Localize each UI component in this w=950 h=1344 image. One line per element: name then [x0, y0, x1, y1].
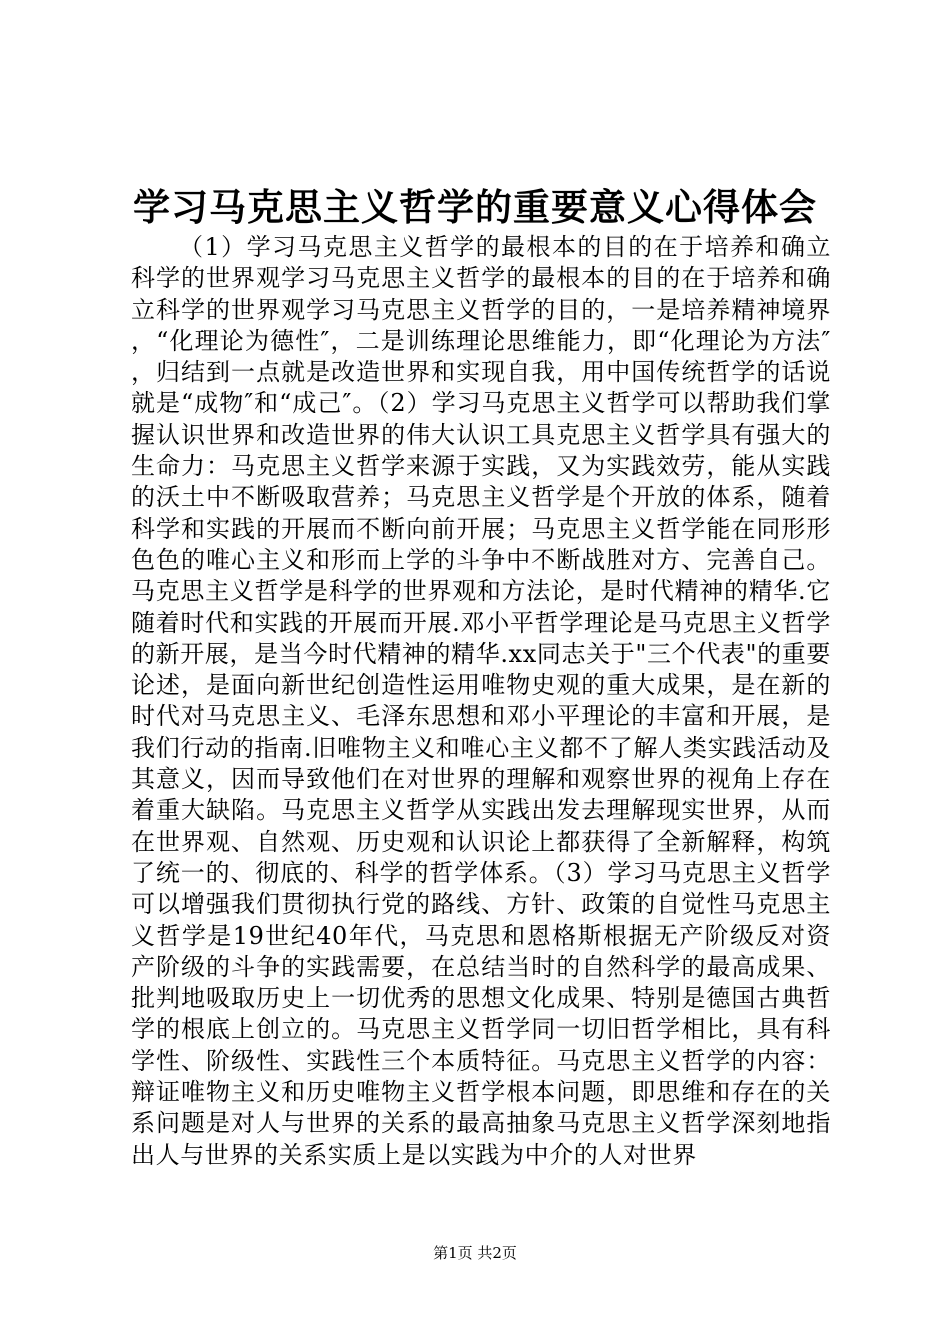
body-paragraph: （1）学习马克思主义哲学的最根本的目的在于培养和确立科学的世界观学习马克思主义哲学的最根本的目的在于培养和确立科学的世界观学习马克思主义哲学的目的，一是培养精神境界，“化理论为德性″，二是训练理论思维能力，即“化理论为方法″，归结到一点就是改造世界和实现自我，用中国传统哲学的话说就是“成物″和“成己″。（2）学习马克思主义哲学可以帮助我们掌握认识世界和改造世界的伟大认识工具克思主义哲学具有强大的生命力：马克思主义哲学来源于实践，又为实践效劳，能从实践的沃土中不断吸取营养；马克思主义哲学是个开放的体系，随着科学和实践的开展而不断向前开展；马克思主义哲学能在同形形色色的唯心主义和形而上学的斗争中不断战胜对方、完善自己。马克思主义哲学是科学的世界观和方法论，是时代精神的精华.它随着时代和实践的开展而开展.邓小平哲学理论是马克思主义哲学的新开展，是当今时代精神的精华.xx同志关于"三个代表"的重要论述，是面向新世纪创造性运用唯物史观的重大成果，是在新的时代对马克思主义、毛泽东思想和邓小平理论的丰富和开展，是我们行动的指南.旧唯物主义和唯心主义都不了解人类实践活动及其意义，因而导致他们在对世界的理解和观察世界的视角上存在着重大缺陷。马克思主义哲学从实践出发去理解现实世界，从而在世界观、自然观、历史观和认识论上都获得了全新解释，构筑了统一的、彻底的、科学的哲学体系。（3）学习马克思主义哲学可以增强我们贯彻执行党的路线、方针、政策的自觉性马克思主义哲学是19世纪40年代，马克思和恩格斯根据无产阶级反对资产阶级的斗争的实践需要，在总结当时的自然科学的最高成果、批判地吸取历史上一切优秀的思想文化成果、特别是德国古典哲学的根底上创立的。马克思主义哲学同一切旧哲学相比，具有科学性、阶级性、实践性三个本质特征。马克思主义哲学的内容：辩证唯物主义和历史唯物主义哲学根本问题，即思维和存在的关系问题是对人与世界的关系的最高抽象马克思主义哲学深刻地指出人与世界的关系实质上是以实践为中介的人对世界 [131, 233, 831, 1169]
page-number: 第1页 共2页 [433, 1244, 517, 1262]
document-title: 学习马克思主义哲学的重要意义心得体会 [133, 185, 817, 229]
